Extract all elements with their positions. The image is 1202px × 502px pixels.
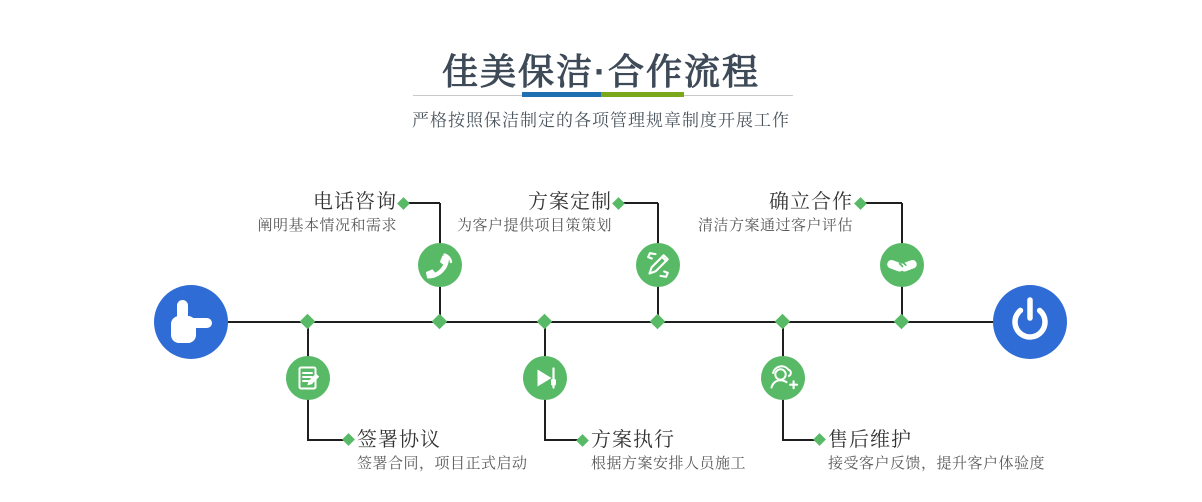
timeline-node-diamond bbox=[775, 314, 791, 330]
step-title: 方案定制 bbox=[528, 191, 612, 213]
title-divider-blue-segment bbox=[522, 92, 601, 97]
step-title: 确立合作 bbox=[769, 191, 853, 213]
label-diamond bbox=[813, 433, 826, 446]
hand-pointer-icon bbox=[154, 285, 228, 359]
label-diamond bbox=[576, 434, 589, 447]
play-execute-icon bbox=[523, 356, 567, 400]
step-title: 电话咨询 bbox=[313, 191, 397, 213]
phone-icon bbox=[418, 243, 462, 287]
page-title: 佳美保洁·合作流程 bbox=[442, 51, 760, 92]
step-node-phone bbox=[418, 243, 462, 287]
handshake-icon bbox=[880, 243, 924, 287]
start-node bbox=[154, 285, 228, 359]
step-desc: 根据方案安排人员施工 bbox=[591, 455, 747, 472]
step-node-contract bbox=[286, 356, 330, 400]
step-desc: 为客户提供项目策策划 bbox=[456, 217, 612, 234]
label-diamond bbox=[854, 197, 867, 210]
power-icon bbox=[993, 285, 1067, 359]
step-label-aftersales-maintenance bbox=[828, 427, 1045, 475]
step-label-confirm-cooperation bbox=[593, 189, 853, 237]
step-node-plan-design bbox=[636, 243, 680, 287]
timeline-node-diamond bbox=[650, 314, 666, 330]
step-desc: 清洁方案通过客户评估 bbox=[697, 217, 853, 234]
timeline-node-diamond bbox=[300, 314, 316, 330]
timeline-node-diamond bbox=[537, 314, 553, 330]
step-desc: 签署合同，项目正式启动 bbox=[357, 455, 528, 472]
step-desc: 接受客户反馈，提升客户体验度 bbox=[828, 455, 1046, 472]
title-divider-green-segment bbox=[601, 92, 684, 97]
document-pen-icon bbox=[286, 356, 330, 400]
pencil-design-icon bbox=[636, 243, 680, 287]
step-label-sign-agreement bbox=[357, 427, 528, 475]
step-title: 方案执行 bbox=[591, 429, 675, 451]
step-node-execute bbox=[523, 356, 567, 400]
page-subtitle: 严格按照保洁制定的各项管理规章制度开展工作 bbox=[412, 111, 790, 130]
headset-plus-icon bbox=[761, 356, 805, 400]
step-node-aftersales bbox=[761, 356, 805, 400]
step-title: 售后维护 bbox=[828, 429, 912, 451]
end-node bbox=[993, 285, 1067, 359]
step-label-plan-design bbox=[352, 189, 612, 237]
timeline-node-diamond bbox=[894, 314, 910, 330]
step-node-handshake bbox=[880, 243, 924, 287]
step-label-plan-execute bbox=[591, 427, 746, 475]
timeline-node-diamond bbox=[432, 314, 448, 330]
label-diamond bbox=[342, 433, 355, 446]
step-desc: 阐明基本情况和需求 bbox=[257, 217, 397, 234]
step-title: 签署协议 bbox=[357, 429, 441, 451]
